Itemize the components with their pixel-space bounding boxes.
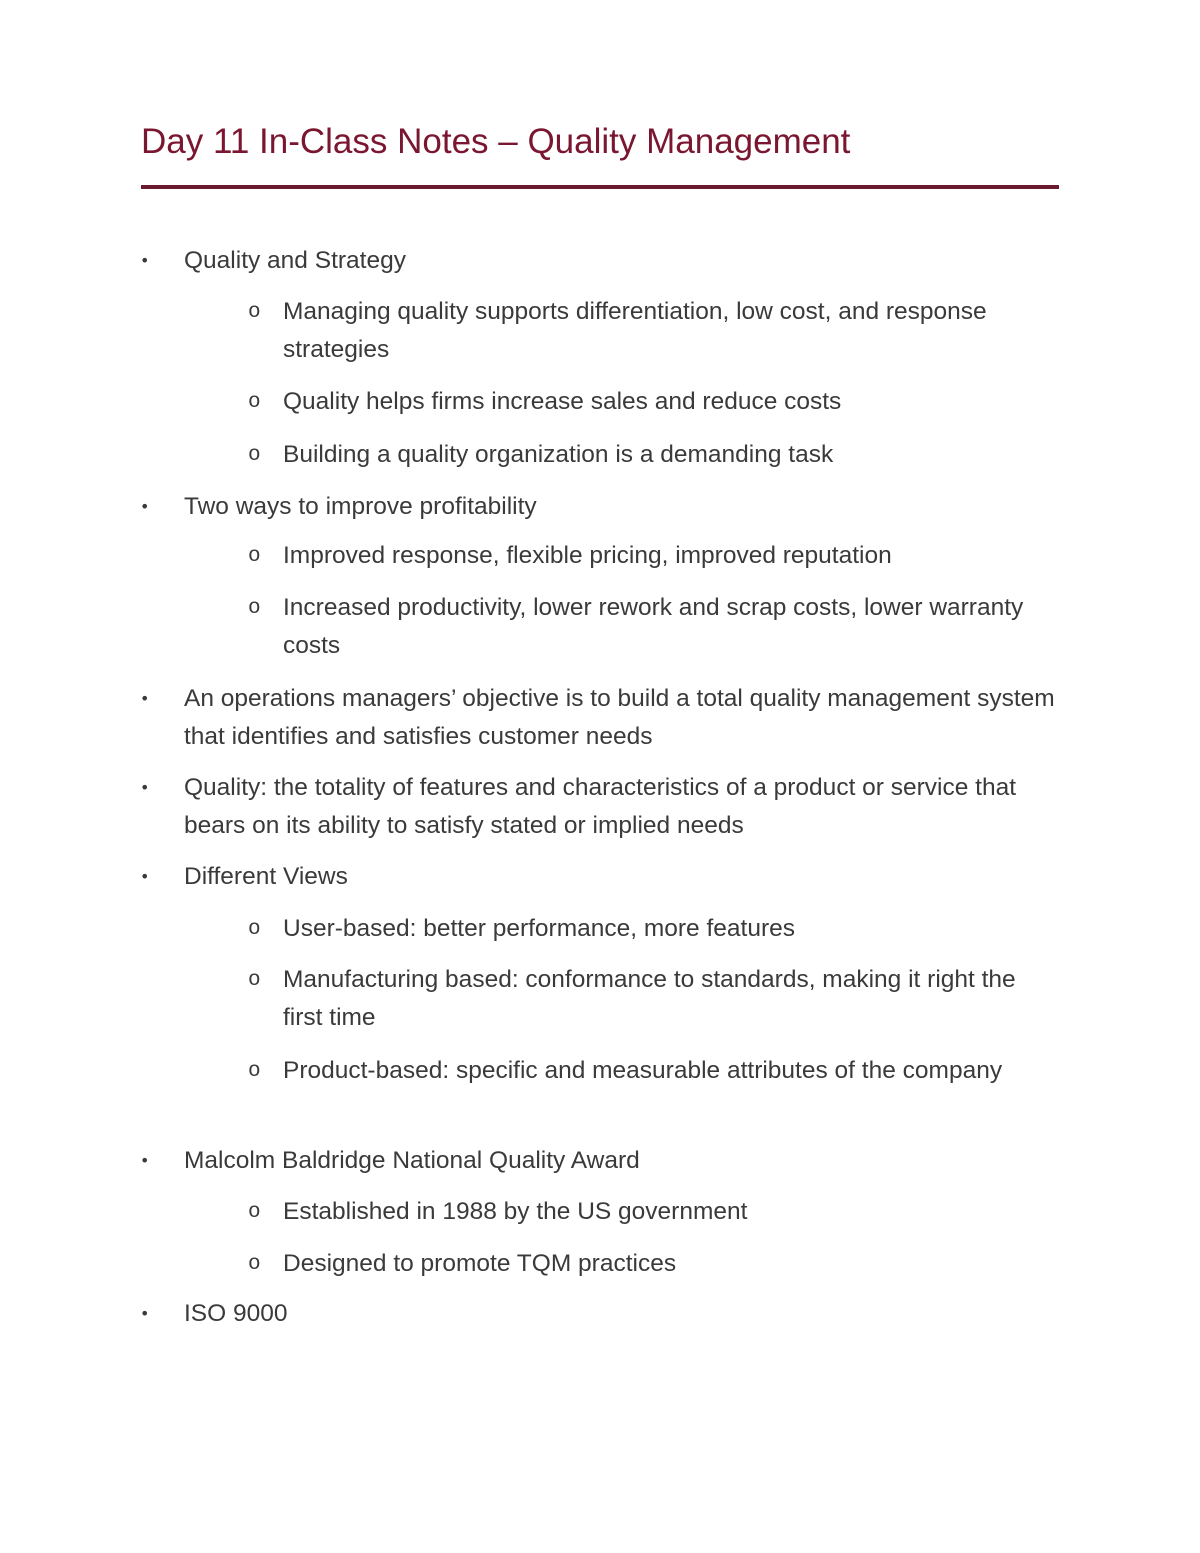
bullet-item — [140, 242, 1064, 280]
bullet-item — [140, 680, 1064, 756]
bullet-item — [140, 488, 1064, 526]
item-text: Malcolm Baldridge National Quality Award — [184, 1147, 640, 1174]
circle-marker-icon: o — [248, 301, 261, 324]
item-text: Different Views — [184, 863, 348, 890]
page-title: Day 11 In-Class Notes – Quality Management — [141, 122, 851, 161]
item-text: Managing quality supports differentiation, low cost, and response strategies — [283, 298, 987, 363]
bullet-item — [140, 858, 1064, 896]
item-text: ISO 9000 — [184, 1300, 288, 1327]
circle-marker-icon: o — [248, 1253, 261, 1276]
sub-bullet-item — [248, 1245, 1053, 1283]
circle-marker-icon: o — [248, 444, 261, 467]
item-text: Quality: the totality of features and characteristics of a product or service that bears on its ability to satisfy stated or implied needs — [184, 774, 1017, 839]
bullet-marker-icon: • — [140, 251, 150, 270]
item-text: Two ways to improve profitability — [184, 493, 537, 520]
circle-marker-icon: o — [248, 1201, 261, 1224]
bullet-marker-icon: • — [140, 497, 150, 516]
bullet-marker-icon: • — [140, 867, 150, 886]
item-text: Established in 1988 by the US government — [283, 1198, 748, 1225]
item-text: Increased productivity, lower rework and scrap costs, lower warranty costs — [283, 594, 1024, 659]
circle-marker-icon: o — [248, 969, 261, 992]
item-text: Improved response, flexible pricing, improved reputation — [283, 542, 892, 569]
item-text: Product-based: specific and measurable attributes of the company — [283, 1057, 1003, 1084]
item-text: Quality and Strategy — [184, 247, 406, 274]
sub-bullet-item — [248, 293, 1053, 369]
sub-bullet-item — [248, 1052, 1053, 1090]
circle-marker-icon: o — [248, 918, 261, 941]
sub-bullet-item — [248, 436, 1053, 474]
item-text: Quality helps firms increase sales and reduce costs — [283, 388, 842, 415]
bullet-marker-icon: • — [140, 689, 150, 708]
circle-marker-icon: o — [248, 391, 261, 414]
item-text: User-based: better performance, more features — [283, 915, 796, 942]
sub-bullet-item — [248, 1193, 1053, 1231]
item-text: Designed to promote TQM practices — [283, 1250, 677, 1277]
sub-bullet-item — [248, 383, 1053, 421]
bullet-item — [140, 769, 1064, 845]
circle-marker-icon: o — [248, 545, 261, 568]
bullet-item — [140, 1295, 1064, 1333]
item-text: Manufacturing based: conformance to standards, making it right the first time — [283, 966, 1016, 1031]
title-underline — [141, 185, 1059, 189]
item-text: An operations managers’ objective is to build a total quality management system that identifies and satisfies customer needs — [184, 685, 1055, 750]
bullet-marker-icon: • — [140, 1304, 150, 1323]
bullet-marker-icon: • — [140, 1151, 150, 1170]
bullet-marker-icon: • — [140, 778, 150, 797]
sub-bullet-item — [248, 537, 1053, 575]
circle-marker-icon: o — [248, 1060, 261, 1083]
sub-bullet-item — [248, 961, 1053, 1037]
sub-bullet-item — [248, 910, 1053, 948]
bullet-item — [140, 1142, 1064, 1180]
item-text: Building a quality organization is a demanding task — [283, 441, 834, 468]
circle-marker-icon: o — [248, 597, 261, 620]
sub-bullet-item — [248, 589, 1053, 665]
